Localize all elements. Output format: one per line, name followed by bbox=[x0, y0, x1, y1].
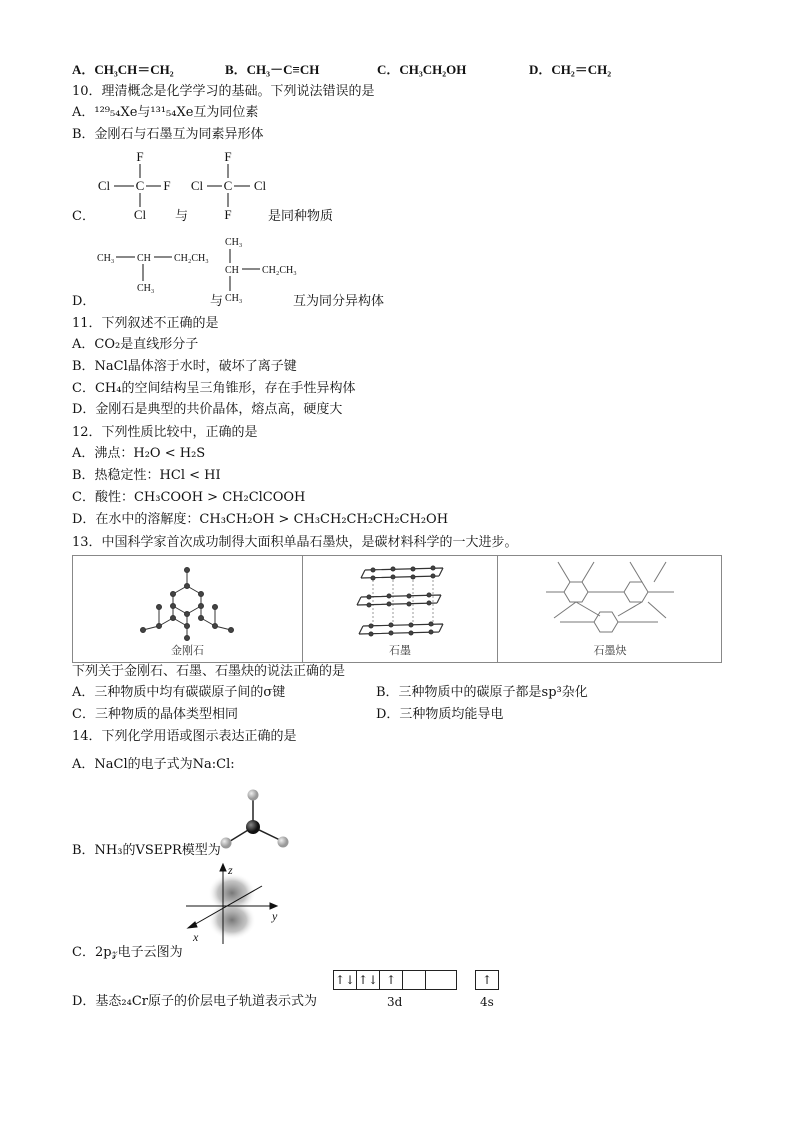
q10-stem: 10．理清概念是化学学习的基础。下列说法错误的是 bbox=[72, 84, 375, 99]
svg-text:CH₃: CH₃ bbox=[225, 293, 243, 304]
svg-text:CH₃: CH₃ bbox=[97, 253, 115, 264]
svg-text:z: z bbox=[228, 863, 233, 877]
figure-graphdiyne bbox=[498, 556, 722, 662]
q10-d-structures bbox=[92, 235, 307, 305]
q13-option-d: D．三种物质均能导电 bbox=[376, 707, 504, 722]
svg-text:CH₂CH₃: CH₂CH₃ bbox=[174, 253, 209, 264]
figure-graphite bbox=[303, 556, 498, 662]
q12-option-c: C．酸性：CH₃COOH > CH₂ClCOOH bbox=[72, 490, 306, 505]
q9-option-b: B．CH₃－C≡CH bbox=[225, 62, 320, 77]
figure-caption: 石墨炔 bbox=[593, 644, 627, 657]
q11-option-d: D．金刚石是典型的共价晶体，熔点高，硬度大 bbox=[72, 402, 343, 417]
q10-option-b: B．金刚石与石墨互为同素异形体 bbox=[72, 127, 264, 142]
q10-option-a: A．¹²⁹₅₄Xe与¹³¹₅₄Xe互为同位素 bbox=[72, 105, 259, 120]
svg-text:F: F bbox=[136, 149, 144, 164]
q11-option-a: A．CO₂是直线形分子 bbox=[72, 337, 199, 352]
svg-text:CH: CH bbox=[225, 265, 239, 276]
svg-text:CH: CH bbox=[137, 253, 151, 264]
orbital-3d-box: ↑↓ bbox=[333, 970, 357, 990]
q11-stem: 11．下列叙述不正确的是 bbox=[72, 316, 219, 331]
svg-text:CH₃: CH₃ bbox=[137, 283, 155, 294]
svg-text:F: F bbox=[224, 149, 232, 164]
svg-text:Cl: Cl bbox=[253, 178, 267, 193]
q11-option-c: C．CH₄的空间结构呈三角锥形，存在手性异构体 bbox=[72, 381, 356, 396]
q10-option-c-label: C． bbox=[72, 209, 95, 224]
orbital-3d-box bbox=[425, 970, 457, 990]
svg-text:CH₃: CH₃ bbox=[225, 237, 243, 248]
q12-option-a: A．沸点：H₂O < H₂S bbox=[72, 446, 206, 461]
orbital-4s-label: 4s bbox=[480, 995, 494, 1009]
orbital-3d-label: 3d bbox=[387, 995, 403, 1009]
q12-option-d: D．在水中的溶解度：CH₃CH₂OH > CH₃CH₂CH₂CH₂CH₂OH bbox=[72, 512, 449, 527]
q11-option-b: B．NaCl晶体溶于水时，破坏了离子键 bbox=[72, 359, 297, 374]
figure-diamond bbox=[73, 556, 303, 662]
orbital-3d-box bbox=[402, 970, 426, 990]
q9-option-c: C．CH₃CH₂OH bbox=[377, 62, 467, 77]
orbital-4s-box: ↑ bbox=[475, 970, 499, 990]
q10-d-connector: 与 bbox=[210, 294, 224, 309]
q10-d-tail: 互为同分异构体 bbox=[293, 294, 385, 309]
q10-c-connector: 与 bbox=[175, 209, 189, 224]
svg-text:CH₂CH₃: CH₂CH₃ bbox=[262, 265, 297, 276]
svg-text:x: x bbox=[193, 930, 199, 944]
q13-option-c: C．三种物质的晶体类型相同 bbox=[72, 707, 238, 722]
q14-option-a: A．NaCl的电子式为Na:Cl: bbox=[72, 757, 235, 772]
q12-stem: 12．下列性质比较中，正确的是 bbox=[72, 425, 258, 440]
2pz-electron-cloud-icon bbox=[180, 862, 290, 947]
figure-caption: 金刚石 bbox=[171, 644, 204, 657]
svg-text:y: y bbox=[272, 909, 278, 923]
q10-option-d-label: D． bbox=[72, 294, 96, 309]
svg-text:Cl: Cl bbox=[190, 178, 204, 193]
q9-option-d: D．CH₂＝CH₂ bbox=[529, 62, 612, 77]
q13-stem: 13．中国科学家首次成功制得大面积单晶石墨炔，是碳材料科学的一大进步。 bbox=[72, 535, 518, 550]
q14-option-c: C．2p𝓏电子云图为 bbox=[72, 945, 183, 960]
orbital-3d-box: ↑ bbox=[379, 970, 403, 990]
svg-text:F: F bbox=[163, 178, 171, 193]
figure-caption: 石墨 bbox=[389, 644, 411, 657]
nh3-vsepr-model-icon bbox=[215, 785, 295, 850]
q10-c-tail: 是同种物质 bbox=[268, 209, 334, 224]
q14-option-b: B．NH₃的VSEPR模型为 bbox=[72, 843, 221, 858]
graphdiyne-structure-icon bbox=[498, 556, 722, 641]
q12-option-b: B．热稳定性：HCl < HI bbox=[72, 468, 221, 483]
svg-text:C: C bbox=[135, 178, 145, 193]
diamond-structure-icon bbox=[73, 556, 302, 641]
q14-stem: 14．下列化学用语或图示表达正确的是 bbox=[72, 729, 297, 744]
q13-option-b: B．三种物质中的碳原子都是sp³杂化 bbox=[376, 685, 588, 700]
svg-text:Cl: Cl bbox=[97, 178, 111, 193]
graphite-structure-icon bbox=[303, 556, 497, 641]
q13-option-a: A．三种物质中均有碳碳原子间的σ键 bbox=[72, 685, 286, 700]
svg-text:Cl: Cl bbox=[133, 207, 147, 222]
svg-text:C: C bbox=[223, 178, 233, 193]
q13-figure-table bbox=[72, 555, 722, 663]
q13-question: 下列关于金刚石、石墨、石墨炔的说法正确的是 bbox=[72, 664, 346, 679]
svg-text:F: F bbox=[224, 207, 232, 222]
q9-option-a: A．CH₃CH＝CH₂ bbox=[72, 62, 174, 77]
q14-option-d: D．基态₂₄Cr原子的价层电子轨道表示式为 bbox=[72, 994, 318, 1009]
orbital-3d-box: ↑↓ bbox=[356, 970, 380, 990]
